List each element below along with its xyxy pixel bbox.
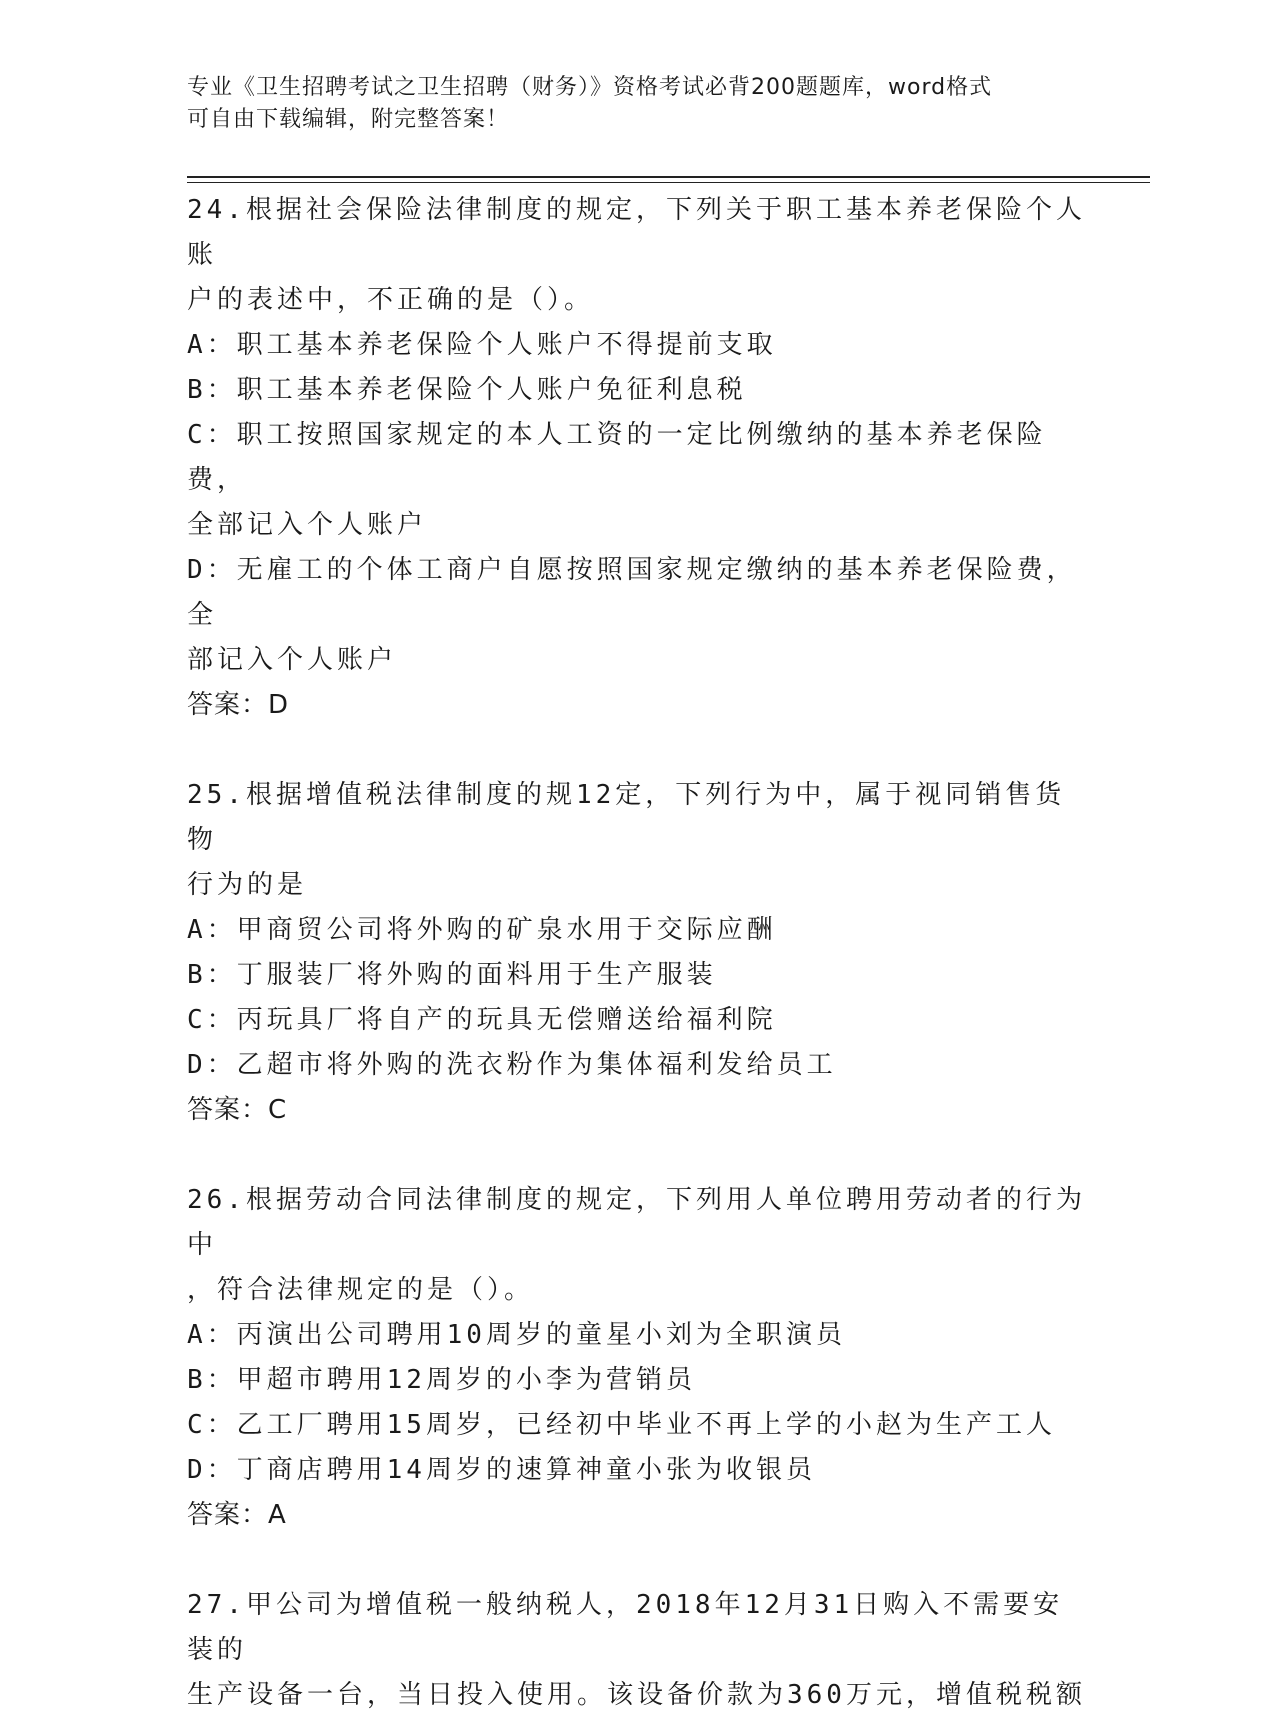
answer-label: 答案：D (187, 690, 290, 720)
header-line-2: 可自由下载编辑，附完整答案！ (187, 107, 510, 132)
question-text-line: 27.甲公司为增值税一般纳税人，2018年12月31日购入不需要安装的 (187, 1590, 1064, 1665)
option-d-continued: 部记入个人账户 (187, 645, 398, 675)
question-spacer (187, 1133, 1087, 1178)
question-list (187, 188, 1087, 1718)
option-a: A：甲商贸公司将外购的矿泉水用于交际应酬 (187, 915, 777, 945)
option-c: C：丙玩具厂将自产的玩具无偿赠送给福利院 (187, 1005, 777, 1035)
answer-label: 答案：C (187, 1095, 288, 1125)
option-d: D：乙超市将外购的洗衣粉作为集体福利发给员工 (187, 1050, 837, 1080)
option-a: A：职工基本养老保险个人账户不得提前支取 (187, 330, 777, 360)
question-24 (187, 188, 1087, 728)
option-d: D：无雇工的个体工商户自愿按照国家规定缴纳的基本养老保险费，全 (187, 555, 1077, 630)
option-b: B：丁服装厂将外购的面料用于生产服装 (187, 960, 717, 990)
question-text-line: 25.根据增值税法律制度的规12定，下列行为中，属于视同销售货物 (187, 780, 1066, 855)
answer-label: 答案：A (187, 1500, 287, 1530)
question-text-line: 26.根据劳动合同法律制度的规定，下列用人单位聘用劳动者的行为中 (187, 1185, 1086, 1260)
option-c-continued: 全部记入个人账户 (187, 510, 428, 540)
option-d: D：丁商店聘用14周岁的速算神童小张为收银员 (187, 1455, 816, 1485)
question-text-line: 行为的是 (187, 870, 308, 900)
question-25 (187, 773, 1087, 1133)
option-c: C：乙工厂聘用15周岁，已经初中毕业不再上学的小赵为生产工人 (187, 1410, 1056, 1440)
question-text-line: 24.根据社会保险法律制度的规定，下列关于职工基本养老保险个人账 (187, 195, 1086, 270)
header-divider-thin (187, 182, 1150, 183)
header-line-1: 专业《卫生招聘考试之卫生招聘（财务）》资格考试必背200题题库，word格式 (187, 75, 993, 100)
question-text-line: 生产设备一台，当日投入使用。该设备价款为360万元，增值税税额 (187, 1680, 1086, 1710)
option-b: B：甲超市聘用12周岁的小李为营销员 (187, 1365, 696, 1395)
document-header (187, 72, 1067, 136)
question-spacer (187, 728, 1087, 773)
option-c: C：职工按照国家规定的本人工资的一定比例缴纳的基本养老保险费， (187, 420, 1047, 495)
option-b: B：职工基本养老保险个人账户免征利息税 (187, 375, 747, 405)
question-spacer (187, 1538, 1087, 1583)
question-text-line: 户的表述中，不正确的是（）。 (187, 285, 595, 315)
question-27 (187, 1583, 1087, 1718)
option-a: A：丙演出公司聘用10周岁的童星小刘为全职演员 (187, 1320, 846, 1350)
header-divider-thick (187, 176, 1150, 178)
question-text-line: ，符合法律规定的是（）。 (187, 1275, 535, 1305)
question-26 (187, 1178, 1087, 1538)
